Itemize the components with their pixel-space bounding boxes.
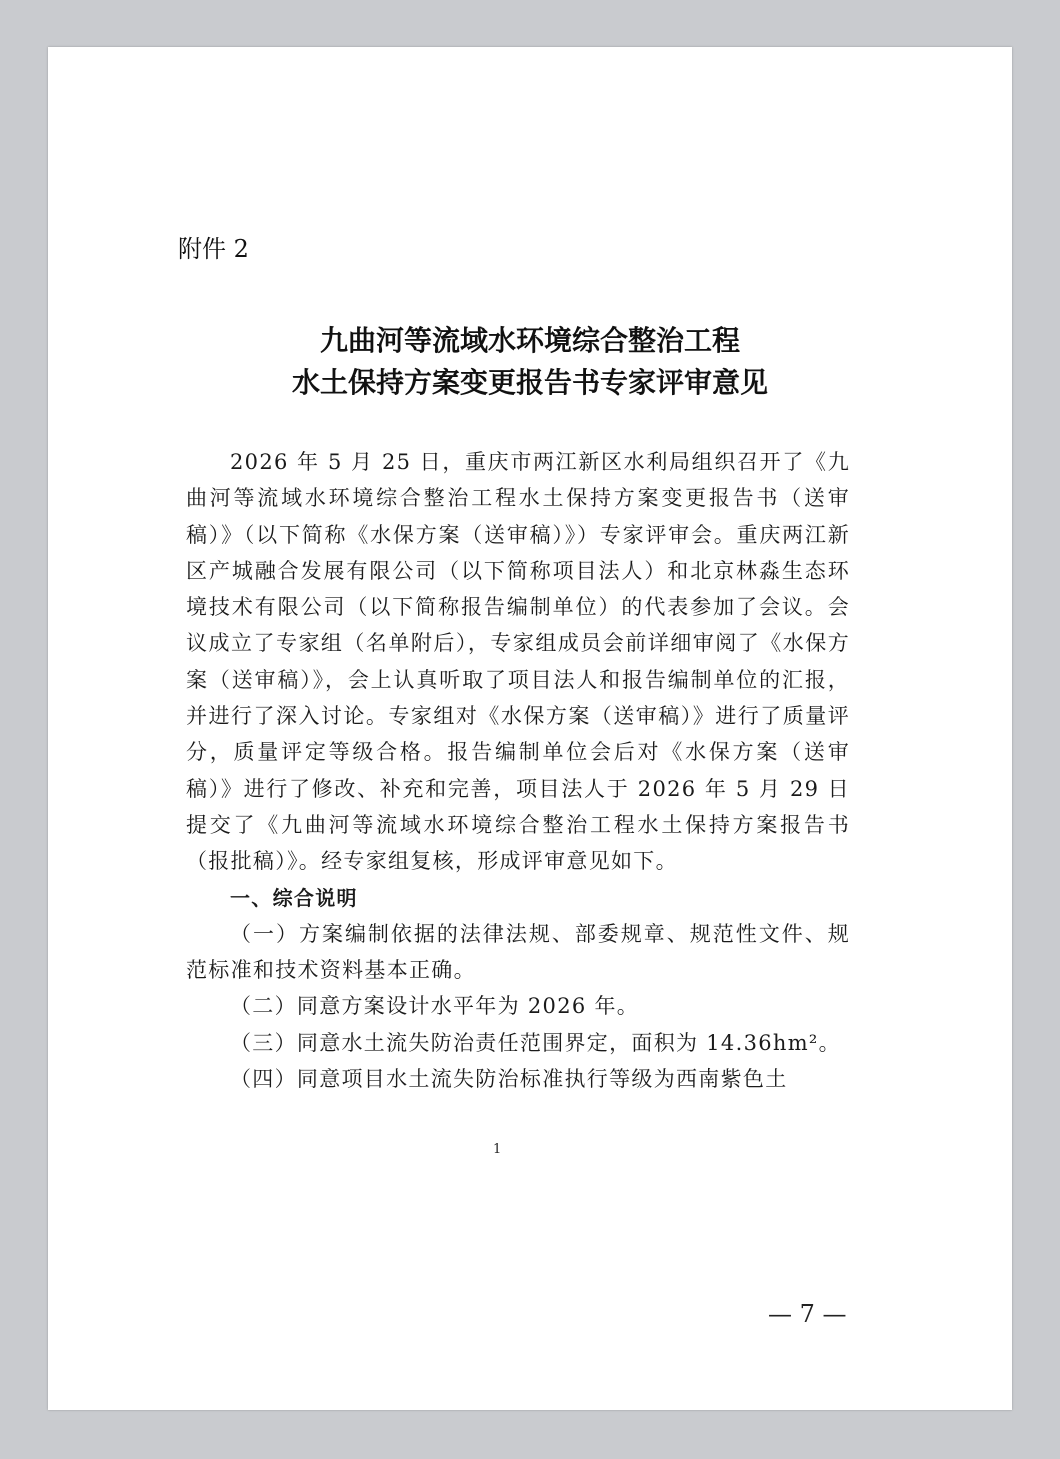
intro-paragraph: 2026 年 5 月 25 日，重庆市两江新区水利局组织召开了《九曲河等流域水环境综合整治工程水土保持方案变更报告书（送审稿）》（以下简称《水保方案（送审稿）》）专家评审会。重庆两江新区产城融合发展有限公司（以下简称项目法人）和北京林淼生态环境技术有限公司（以下简称报告编制单位）的代表参加了会议。会议成立了专家组（名单附后），专家组成员会前详细审阅了《水保方案（送审稿）》，会上认真听取了项目法人和报告编制单位的汇报，并进行了深入讨论。专家组对《水保方案（送审稿）》进行了质量评分，质量评定等级合格。报告编制单位会后对《水保方案（送审稿）》进行了修改、补充和完善，项目法人于 2026 年 5 月 29 日提交了《九曲河等流域水环境综合整治工程水土保持方案报告书（报批稿）》。经专家组复核，形成评审意见如下。 xyxy=(186,450,850,874)
document-title xyxy=(48,320,1012,404)
attachment-label: 附件 2 xyxy=(178,235,249,263)
item-paragraph-2: （二）同意方案设计水平年为 2026 年。 xyxy=(230,994,640,1019)
title-line-2: 水土保持方案变更报告书专家评审意见 xyxy=(291,366,768,399)
title-line-1: 九曲河等流域水环境综合整治工程 xyxy=(319,324,740,357)
item-paragraph-3: （三）同意水土流失防治责任范围界定，面积为 14.36hm²。 xyxy=(230,1030,841,1055)
section-heading: 一、综合说明 xyxy=(230,885,358,910)
item-paragraph-4: （四）同意项目水土流失防治标准执行等级为西南紫色土 xyxy=(230,1067,788,1092)
footnote-number: 1 xyxy=(493,1142,502,1157)
document-body xyxy=(186,444,850,1097)
page-number: — 7 — xyxy=(768,1300,847,1328)
item-paragraph-1: （一）方案编制依据的法律法规、部委规章、规范性文件、规范标准和技术资料基本正确。 xyxy=(186,921,850,983)
